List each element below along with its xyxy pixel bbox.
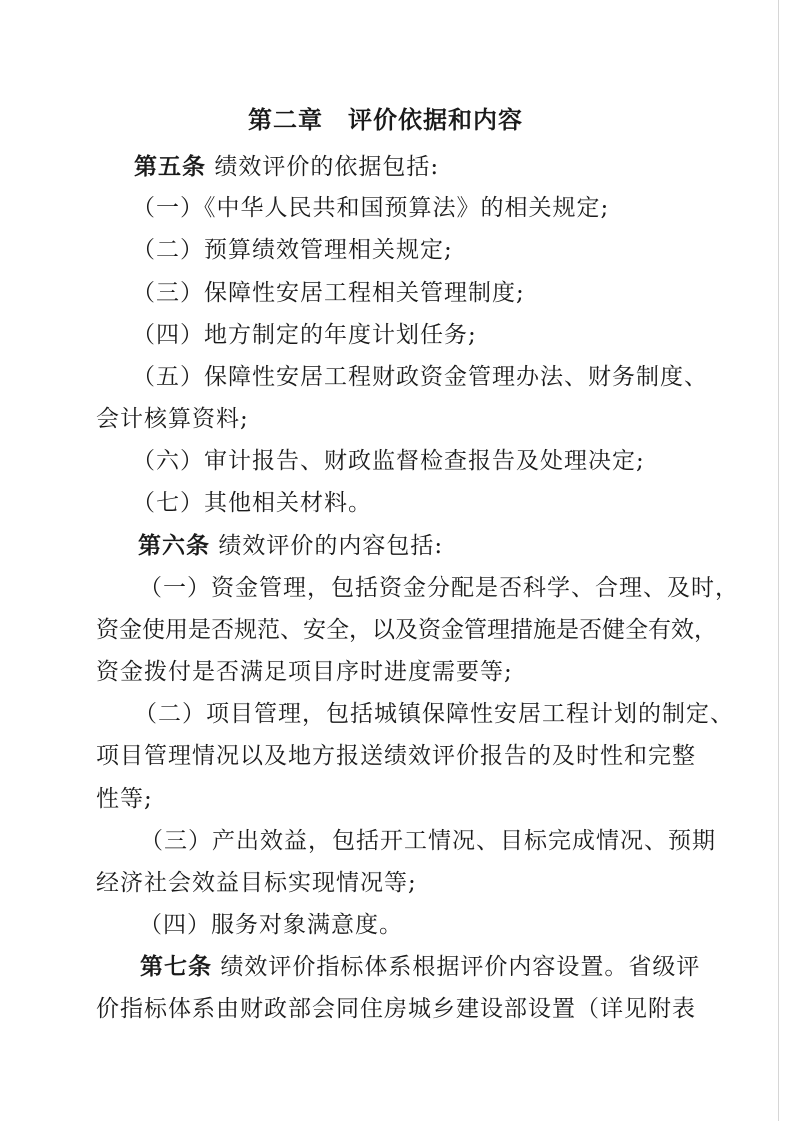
article6-line: （四）服务对象满意度。 bbox=[139, 912, 403, 938]
article6-heading bbox=[138, 532, 443, 560]
article7-text: 绩效评价指标体系根据评价内容设置。省级评 bbox=[220, 954, 701, 980]
article6-label: 第六条 bbox=[138, 533, 210, 559]
article5-item: （四）地方制定的年度计划任务; bbox=[132, 322, 477, 348]
article6-line: 项目管理情况以及地方报送绩效评价报告的及时性和完整 bbox=[96, 743, 696, 769]
article6-line: 经济社会效益目标实现情况等; bbox=[96, 870, 417, 896]
article6-text: 绩效评价的内容包括: bbox=[218, 533, 444, 559]
article7-heading bbox=[140, 953, 700, 981]
article5-text: 绩效评价的依据包括: bbox=[214, 154, 440, 180]
article6-line: （三）产出效益，包括开工情况、目标完成情况、预期 bbox=[140, 828, 716, 854]
article5-item: （二）预算绩效管理相关规定; bbox=[132, 237, 453, 263]
article5-heading bbox=[134, 153, 439, 181]
article5-item: （七）其他相关材料。 bbox=[132, 490, 372, 516]
article5-item: （一）《中华人民共和国预算法》的相关规定; bbox=[132, 195, 610, 221]
article5-item: （五）保障性安居工程财政资金管理办法、财务制度、 bbox=[132, 364, 708, 390]
article6-line: 资金使用是否规范、安全，以及资金管理措施是否健全有效， bbox=[96, 617, 717, 643]
article6-line: （一）资金管理，包括资金分配是否科学、合理、及时， bbox=[139, 575, 739, 601]
article5-item-continued: 会计核算资料; bbox=[96, 406, 249, 432]
article5-item: （三）保障性安居工程相关管理制度; bbox=[132, 280, 525, 306]
article6-line: 资金拨付是否满足项目序时进度需要等; bbox=[96, 659, 513, 685]
scan-edge-line bbox=[778, 0, 779, 1121]
article7-line: 价指标体系由财政部会同住房城乡建设部设置（详见附表 bbox=[96, 996, 696, 1022]
chapter-title: 第二章 评价依据和内容 bbox=[248, 105, 523, 134]
article5-label: 第五条 bbox=[134, 154, 206, 180]
article6-line: （二）项目管理，包括城镇保障性安居工程计划的制定、 bbox=[134, 701, 734, 727]
article6-line: 性等; bbox=[96, 786, 153, 812]
article5-item: （六）审计报告、财政监督检查报告及处理决定; bbox=[132, 448, 645, 474]
article7-label: 第七条 bbox=[140, 954, 212, 980]
